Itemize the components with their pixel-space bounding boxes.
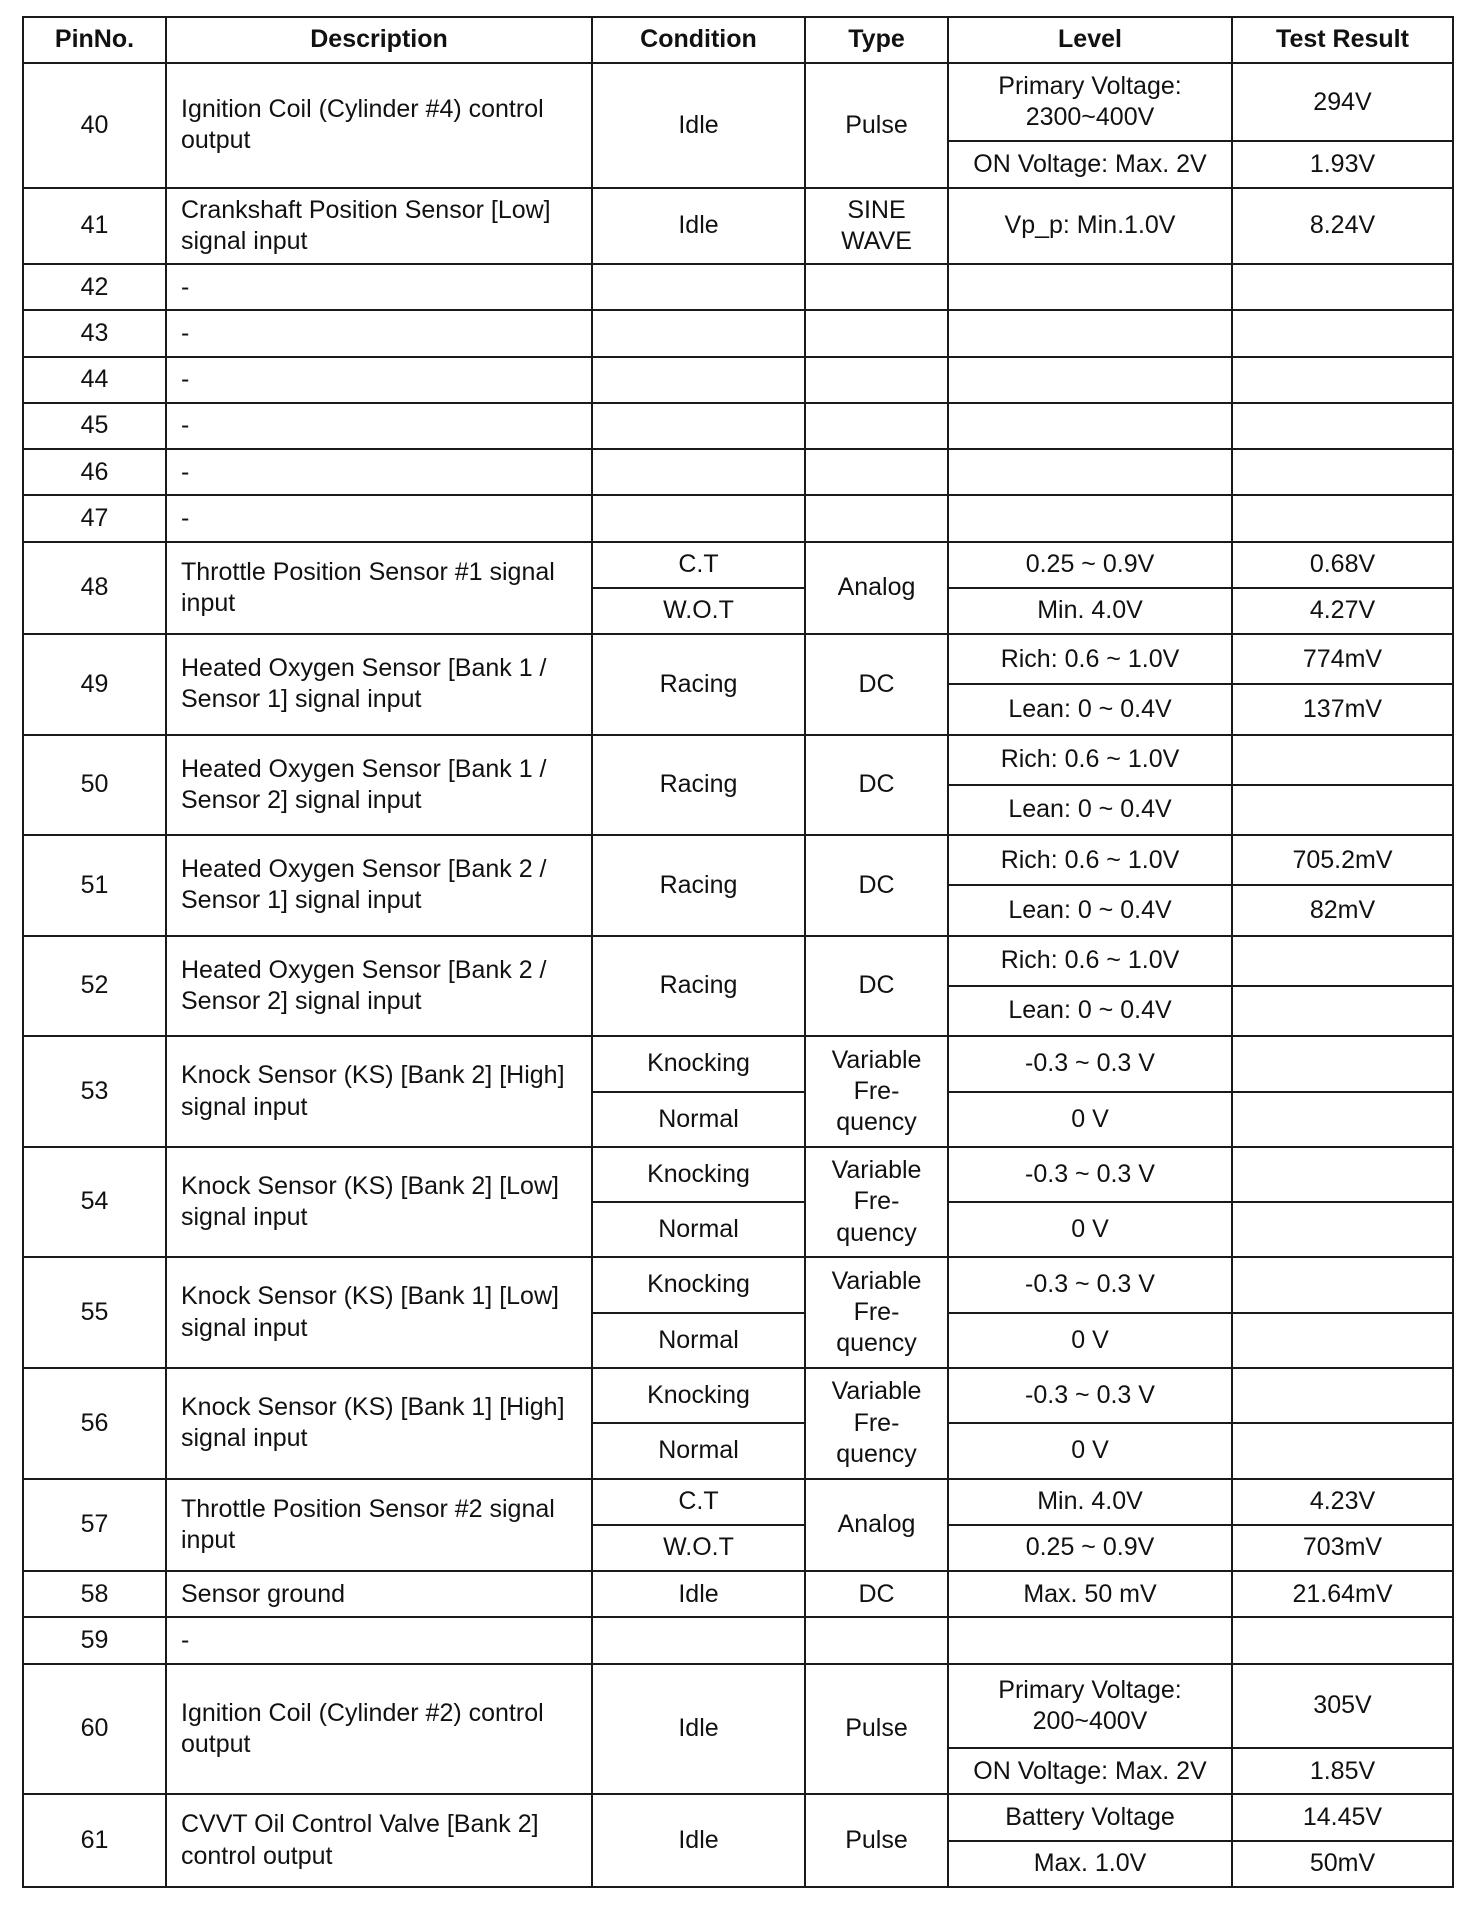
header-row	[23, 17, 1453, 63]
table-row	[23, 1617, 1453, 1663]
table-row	[23, 936, 1453, 986]
pin-condition: Racing	[592, 835, 805, 936]
table-row	[23, 1479, 1453, 1525]
pin-condition: Knocking	[592, 1147, 805, 1202]
pin-description: Throttle Position Sensor #1 signal input	[166, 542, 592, 635]
pin-type: Analog	[805, 542, 948, 635]
pin-number: 43	[23, 310, 166, 356]
table-row	[23, 1368, 1453, 1423]
pin-level	[948, 403, 1232, 449]
pin-condition	[592, 495, 805, 541]
pin-test-result: 305V	[1232, 1664, 1453, 1748]
pin-number: 45	[23, 403, 166, 449]
pin-test-result	[1232, 1147, 1453, 1202]
pin-test-result: 137mV	[1232, 684, 1453, 734]
pin-level: Vp_p: Min.1.0V	[948, 188, 1232, 264]
pin-test-result	[1232, 785, 1453, 835]
pin-level: 0.25 ~ 0.9V	[948, 542, 1232, 588]
pin-number: 47	[23, 495, 166, 541]
pin-level: -0.3 ~ 0.3 V	[948, 1036, 1232, 1091]
pin-description: Heated Oxygen Sensor [Bank 1 / Sensor 2] signal input	[166, 735, 592, 836]
table-row	[23, 403, 1453, 449]
pin-condition: Knocking	[592, 1036, 805, 1091]
pin-level: -0.3 ~ 0.3 V	[948, 1368, 1232, 1423]
pin-test-result	[1232, 264, 1453, 310]
pin-type: DC	[805, 936, 948, 1037]
table-row	[23, 1257, 1453, 1312]
pin-level: 0 V	[948, 1202, 1232, 1257]
pin-condition: Racing	[592, 936, 805, 1037]
pin-type	[805, 403, 948, 449]
pin-test-result	[1232, 449, 1453, 495]
pin-test-result: 774mV	[1232, 634, 1453, 684]
pin-level: Min. 4.0V	[948, 1479, 1232, 1525]
pin-number: 60	[23, 1664, 166, 1795]
pin-level: -0.3 ~ 0.3 V	[948, 1147, 1232, 1202]
pin-level: Rich: 0.6 ~ 1.0V	[948, 634, 1232, 684]
pin-number: 55	[23, 1257, 166, 1368]
pin-level: Lean: 0 ~ 0.4V	[948, 785, 1232, 835]
pin-condition	[592, 310, 805, 356]
pin-description: Knock Sensor (KS) [Bank 2] [Low] signal input	[166, 1147, 592, 1258]
pin-number: 40	[23, 63, 166, 188]
pin-test-result	[1232, 1617, 1453, 1663]
pin-test-result: 4.23V	[1232, 1479, 1453, 1525]
pin-type: Pulse	[805, 1664, 948, 1795]
pin-test-result	[1232, 1423, 1453, 1478]
pin-test-table	[22, 16, 1454, 1888]
pin-type: DC	[805, 735, 948, 836]
pin-test-result	[1232, 1036, 1453, 1091]
pin-test-result	[1232, 735, 1453, 785]
pin-description: Heated Oxygen Sensor [Bank 1 / Sensor 1] signal input	[166, 634, 592, 735]
table-body	[23, 63, 1453, 1887]
pin-number: 51	[23, 835, 166, 936]
pin-test-result	[1232, 1257, 1453, 1312]
pin-description: -	[166, 449, 592, 495]
pin-test-result	[1232, 403, 1453, 449]
pin-level	[948, 449, 1232, 495]
pin-description: Heated Oxygen Sensor [Bank 2 / Sensor 2] signal input	[166, 936, 592, 1037]
pin-level: 0 V	[948, 1092, 1232, 1147]
pin-condition: Knocking	[592, 1368, 805, 1423]
pin-test-result: 8.24V	[1232, 188, 1453, 264]
pin-test-result: 0.68V	[1232, 542, 1453, 588]
pin-number: 50	[23, 735, 166, 836]
pin-description: Ignition Coil (Cylinder #2) control output	[166, 1664, 592, 1795]
pin-condition: Idle	[592, 188, 805, 264]
pin-number: 44	[23, 357, 166, 403]
pin-description: Throttle Position Sensor #2 signal input	[166, 1479, 592, 1572]
pin-type	[805, 495, 948, 541]
pin-condition: C.T	[592, 542, 805, 588]
pin-level: Lean: 0 ~ 0.4V	[948, 986, 1232, 1036]
pin-condition: Normal	[592, 1092, 805, 1147]
table-row	[23, 1036, 1453, 1091]
pin-level: Max. 1.0V	[948, 1841, 1232, 1887]
pin-level: 0 V	[948, 1313, 1232, 1368]
pin-test-result	[1232, 1202, 1453, 1257]
pin-level: ON Voltage: Max. 2V	[948, 1748, 1232, 1794]
pin-type	[805, 264, 948, 310]
pin-level	[948, 1617, 1232, 1663]
pin-condition: Knocking	[592, 1257, 805, 1312]
pin-number: 58	[23, 1571, 166, 1617]
pin-level: Lean: 0 ~ 0.4V	[948, 684, 1232, 734]
table-row	[23, 542, 1453, 588]
table-row	[23, 835, 1453, 885]
pin-type	[805, 310, 948, 356]
pin-condition: Idle	[592, 1664, 805, 1795]
table-row	[23, 495, 1453, 541]
table-row	[23, 357, 1453, 403]
pin-description: Ignition Coil (Cylinder #4) control output	[166, 63, 592, 188]
header-test-result: Test Result	[1232, 17, 1453, 63]
pin-number: 53	[23, 1036, 166, 1147]
pin-test-result	[1232, 936, 1453, 986]
pin-number: 41	[23, 188, 166, 264]
pin-test-result: 4.27V	[1232, 588, 1453, 634]
pin-level: Max. 50 mV	[948, 1571, 1232, 1617]
pin-condition: W.O.T	[592, 1525, 805, 1571]
pin-test-result	[1232, 1092, 1453, 1147]
pin-type: SINE WAVE	[805, 188, 948, 264]
header-description: Description	[166, 17, 592, 63]
pin-condition	[592, 264, 805, 310]
pin-number: 48	[23, 542, 166, 635]
pin-type: Pulse	[805, 1794, 948, 1887]
pin-description: Knock Sensor (KS) [Bank 2] [High] signal input	[166, 1036, 592, 1147]
pin-level	[948, 310, 1232, 356]
table-row	[23, 310, 1453, 356]
pin-number: 49	[23, 634, 166, 735]
table-row	[23, 63, 1453, 141]
pin-number: 52	[23, 936, 166, 1037]
pin-type: DC	[805, 1571, 948, 1617]
pin-description: -	[166, 357, 592, 403]
table-row	[23, 264, 1453, 310]
pin-level	[948, 357, 1232, 403]
pin-condition	[592, 357, 805, 403]
pin-description: -	[166, 403, 592, 449]
pin-number: 54	[23, 1147, 166, 1258]
pin-test-result	[1232, 357, 1453, 403]
pin-level: Rich: 0.6 ~ 1.0V	[948, 735, 1232, 785]
pin-number: 61	[23, 1794, 166, 1887]
pin-description: Heated Oxygen Sensor [Bank 2 / Sensor 1] signal input	[166, 835, 592, 936]
pin-condition: Racing	[592, 634, 805, 735]
pin-level	[948, 495, 1232, 541]
pin-condition: W.O.T	[592, 588, 805, 634]
pin-test-result: 1.85V	[1232, 1748, 1453, 1794]
pin-level: Primary Voltage: 2300~400V	[948, 63, 1232, 141]
pin-type	[805, 449, 948, 495]
pin-condition: Idle	[592, 1571, 805, 1617]
pin-type: Pulse	[805, 63, 948, 188]
pin-description: CVVT Oil Control Valve [Bank 2] control output	[166, 1794, 592, 1887]
pin-level: 0.25 ~ 0.9V	[948, 1525, 1232, 1571]
pin-type: Variable Fre-quency	[805, 1036, 948, 1147]
header-type: Type	[805, 17, 948, 63]
pin-condition	[592, 449, 805, 495]
pin-description: Knock Sensor (KS) [Bank 1] [High] signal input	[166, 1368, 592, 1479]
pin-number: 59	[23, 1617, 166, 1663]
pin-number: 46	[23, 449, 166, 495]
pin-condition: Normal	[592, 1313, 805, 1368]
pin-condition	[592, 403, 805, 449]
pin-description: Knock Sensor (KS) [Bank 1] [Low] signal input	[166, 1257, 592, 1368]
pin-number: 57	[23, 1479, 166, 1572]
pin-level: Rich: 0.6 ~ 1.0V	[948, 936, 1232, 986]
table-row	[23, 1794, 1453, 1840]
header-condition: Condition	[592, 17, 805, 63]
header-level: Level	[948, 17, 1232, 63]
pin-test-result: 705.2mV	[1232, 835, 1453, 885]
pin-test-result: 50mV	[1232, 1841, 1453, 1887]
pin-type: Analog	[805, 1479, 948, 1572]
pin-test-result: 82mV	[1232, 885, 1453, 935]
pin-type: Variable Fre-quency	[805, 1257, 948, 1368]
pin-test-result: 703mV	[1232, 1525, 1453, 1571]
pin-test-result: 1.93V	[1232, 141, 1453, 187]
pin-condition: Normal	[592, 1423, 805, 1478]
pin-condition	[592, 1617, 805, 1663]
pin-type: Variable Fre-quency	[805, 1368, 948, 1479]
pin-type	[805, 357, 948, 403]
table-row	[23, 1571, 1453, 1617]
pin-description: -	[166, 495, 592, 541]
pin-condition: Idle	[592, 1794, 805, 1887]
pin-level: Primary Voltage: 200~400V	[948, 1664, 1232, 1748]
pin-test-result: 21.64mV	[1232, 1571, 1453, 1617]
pin-type	[805, 1617, 948, 1663]
table-row	[23, 449, 1453, 495]
header-pin-no: PinNo.	[23, 17, 166, 63]
pin-test-result	[1232, 986, 1453, 1036]
table-row	[23, 1147, 1453, 1202]
pin-test-result	[1232, 310, 1453, 356]
pin-test-result	[1232, 495, 1453, 541]
pin-level: 0 V	[948, 1423, 1232, 1478]
pin-condition: Normal	[592, 1202, 805, 1257]
pin-level: ON Voltage: Max. 2V	[948, 141, 1232, 187]
pin-condition: Idle	[592, 63, 805, 188]
pin-level: Battery Voltage	[948, 1794, 1232, 1840]
pin-description: -	[166, 264, 592, 310]
table-row	[23, 188, 1453, 264]
pin-level: Lean: 0 ~ 0.4V	[948, 885, 1232, 935]
pin-test-result	[1232, 1368, 1453, 1423]
table-row	[23, 1664, 1453, 1748]
pin-level	[948, 264, 1232, 310]
pin-level: -0.3 ~ 0.3 V	[948, 1257, 1232, 1312]
pin-condition: C.T	[592, 1479, 805, 1525]
pin-type: Variable Fre-quency	[805, 1147, 948, 1258]
table-row	[23, 735, 1453, 785]
pin-level: Rich: 0.6 ~ 1.0V	[948, 835, 1232, 885]
table-row	[23, 634, 1453, 684]
pin-test-result: 294V	[1232, 63, 1453, 141]
pin-test-result: 14.45V	[1232, 1794, 1453, 1840]
pin-number: 56	[23, 1368, 166, 1479]
pin-type: DC	[805, 634, 948, 735]
pin-description: -	[166, 1617, 592, 1663]
pin-description: Sensor ground	[166, 1571, 592, 1617]
pin-description: -	[166, 310, 592, 356]
pin-test-result	[1232, 1313, 1453, 1368]
pin-number: 42	[23, 264, 166, 310]
pin-level: Min. 4.0V	[948, 588, 1232, 634]
pin-condition: Racing	[592, 735, 805, 836]
pin-type: DC	[805, 835, 948, 936]
pin-description: Crankshaft Position Sensor [Low] signal input	[166, 188, 592, 264]
